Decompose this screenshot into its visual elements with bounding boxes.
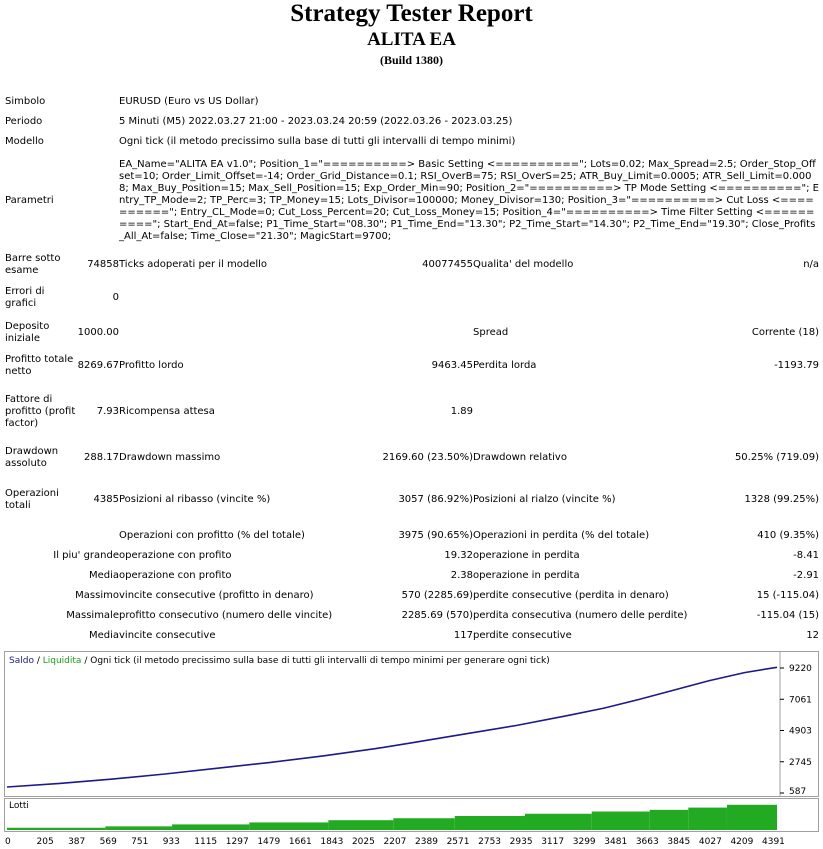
average-label: Media — [88, 570, 119, 581]
profit-trades-value: 3975 (90.65%) — [398, 530, 473, 541]
build-number: (Build 1380) — [379, 53, 443, 67]
dd-abs-value: 288.17 — [84, 452, 119, 463]
y-tick-label: 587 — [789, 787, 807, 796]
x-tick-label: 2935 — [509, 837, 533, 847]
quality-value: n/a — [803, 259, 820, 270]
model-value: Ogni tick (il metodo precissimo sulla base di tutti gli intervalli di tempo minimi) — [119, 136, 516, 147]
x-tick-label: 3845 — [667, 837, 691, 847]
max-cons-wins-label: vincite consecutive (profitto in denaro) — [119, 590, 314, 601]
avg-cons-losses-label: perdite consecutive — [473, 630, 572, 641]
x-axis — [0, 832, 823, 849]
x-tick-label: 3663 — [635, 837, 659, 847]
balance-chart — [4, 651, 819, 797]
period-value: 5 Minuti (M5) 2022.03.27 21:00 - 2023.03.24 20:59 (2022.03.26 - 2023.03.25) — [119, 116, 513, 127]
symbol-value: EURUSD (Euro vs US Dollar) — [119, 96, 259, 107]
largest-profit-value: 19.32 — [444, 550, 473, 561]
report-table — [5, 92, 819, 646]
gross-profit-label: Profitto lordo — [119, 360, 184, 371]
long-value: 1328 (99.25%) — [744, 494, 820, 505]
x-tick-label: 387 — [68, 837, 86, 847]
y-tick-label: 4903 — [789, 726, 812, 737]
avg-profit-label: operazione con profito — [119, 570, 232, 581]
deposit-value: 1000.00 — [77, 327, 119, 338]
x-tick-label: 1661 — [288, 837, 312, 847]
x-tick-label: 4391 — [762, 837, 785, 847]
x-tick-label: 751 — [131, 837, 149, 847]
profit-factor-label: Fattore di profitto (profit factor) — [5, 394, 76, 429]
x-tick-label: 4209 — [730, 837, 754, 847]
legend-equity: Liquidita — [42, 656, 82, 666]
maximal-cons-profit-label: profitto consecutivo (numero delle vincite) — [119, 610, 333, 621]
model-label: Modello — [5, 136, 44, 147]
lots-bar — [727, 805, 777, 830]
period-label: Periodo — [5, 116, 43, 127]
bars-value: 74858 — [87, 259, 119, 270]
gross-loss-label: Perdita lorda — [473, 360, 537, 371]
avg-loss-label: operazione in perdita — [473, 570, 580, 581]
net-profit-label: Profitto totale netto — [5, 354, 74, 377]
profit-trades-label: Operazioni con profitto (% del totale) — [119, 530, 305, 541]
lots-bar — [328, 820, 393, 830]
lots-bar — [592, 812, 650, 830]
legend-balance: Saldo — [9, 656, 34, 666]
x-tick-label: 933 — [162, 837, 180, 847]
avg-cons-wins-value: 117 — [453, 630, 473, 641]
lots-chart-plot — [5, 799, 818, 831]
x-tick-label: 3117 — [541, 837, 565, 847]
max-cons-losses-value: 15 (-115.04) — [756, 590, 820, 601]
x-tick-label: 3481 — [604, 837, 628, 847]
lots-label: Lotti — [9, 801, 29, 811]
average-consecutive-label: Media — [88, 630, 119, 641]
profit-factor-value: 7.93 — [96, 406, 119, 417]
y-tick-label: 2745 — [789, 757, 812, 768]
largest-profit-label: operazione con profito — [119, 550, 232, 561]
params-value: EA_Name="ALITA EA v1.0"; Position_1="==========> Basic Setting <=========="; Lots=0.02; Max_Spread=2.5; Order_Stop_Offset=10; Order_Limit_Offset=-14; Order_Grid_Distance=0.1; RSI_OverB=75; RSI_OverS=25; ATR_Buy_Limit=0.0005; ATR_Sell_Limit=0.0008; Max_Buy_Position=15; Max_Sell_Position=15; Exp_Order_Min=90; Position_2="==========> TP Mode Setting <=========="; Entry_TP_Mode=2; TP_Perc=3; TP_Money=15; Lots_Divisor=100000; Money_Divisor=130; Position_3="==========> Cut Loss <=========="; Entry_CL_Mode=0; Cut_Loss_Percent=20; Cut_Loss_Money=15; Position_4="==========> Time Filter Setting <=========="; Start_End_At=false; P1_Time_Start="08.30"; P1_Time_End="13.30"; P2_Time_Start="14.30"; P2_Time_End="19.30"; Close_Profits_All_At=false; Time_Close="21.30"; MagicStart=9700; — [119, 159, 819, 242]
x-tick-label: 1297 — [225, 837, 249, 847]
bars-label: Barre sotto esame — [5, 253, 61, 276]
lots-bar — [525, 814, 592, 830]
loss-trades-value: 410 (9.35%) — [757, 530, 820, 541]
x-tick-label: 2025 — [351, 837, 375, 847]
short-value: 3057 (86.92%) — [398, 494, 473, 505]
spread-value: Corrente (18) — [751, 327, 820, 338]
x-tick-label: 569 — [99, 837, 117, 847]
maximal-label: Massimale — [66, 610, 119, 621]
lots-bar — [688, 808, 727, 830]
legend-separator-2: / — [84, 656, 88, 666]
max-cons-losses-label: perdite consecutive (perdita in denaro) — [473, 590, 669, 601]
ea-name: ALITA EA — [367, 29, 456, 50]
symbol-label: Simbolo — [5, 96, 46, 107]
errors-label: Errori di grafici — [5, 286, 45, 309]
x-tick-label: 2389 — [415, 837, 438, 847]
x-tick-label: 1843 — [320, 837, 344, 847]
dd-rel-value: 50.25% (719.09) — [734, 452, 820, 463]
lots-bar — [7, 828, 105, 830]
legend-note: Ogni tick (il metodo precissimo sulla base di tutti gli intervalli di tempo minimi per generare ogni tick) — [90, 656, 550, 666]
payoff-label: Ricompensa attesa — [119, 406, 215, 417]
dd-max-value: 2169.60 (23.50%) — [382, 452, 473, 463]
long-label: Posizioni al rialzo (vincite %) — [473, 494, 616, 505]
trades-label: Operazioni totali — [5, 488, 59, 511]
x-tick-label: 2753 — [478, 837, 502, 847]
avg-profit-value: 2.38 — [450, 570, 473, 581]
params-label: Parametri — [5, 195, 54, 206]
errors-value: 0 — [112, 292, 119, 303]
lots-chart — [4, 798, 819, 832]
lots-bar — [105, 826, 172, 830]
legend-separator: / — [36, 656, 40, 666]
lots-bar — [650, 810, 689, 830]
y-tick-label: 9220 — [789, 664, 812, 674]
x-tick-label: 0 — [5, 837, 11, 847]
max-cons-wins-value: 570 (2285.69) — [401, 590, 473, 601]
largest-loss-value: -8.41 — [793, 550, 820, 561]
x-tick-label: 2571 — [446, 837, 470, 847]
avg-cons-wins-label: vincite consecutive — [119, 630, 216, 641]
quality-label: Qualita' del modello — [473, 259, 574, 270]
dd-max-label: Drawdown massimo — [119, 452, 221, 463]
x-tick-label: 1479 — [257, 837, 281, 847]
largest-label: Il piu' grande — [53, 550, 119, 561]
y-tick-label: 7061 — [789, 695, 812, 706]
dd-abs-label: Drawdown assoluto — [5, 446, 59, 469]
lots-bar — [455, 816, 525, 830]
x-tick-label: 1115 — [194, 837, 218, 847]
loss-trades-label: Operazioni in perdita (% del totale) — [473, 530, 650, 541]
report-title: Strategy Tester Report — [290, 0, 533, 27]
maximal-cons-loss-label: perdita consecutiva (numero delle perdite) — [473, 610, 688, 621]
maximum-label: Massimo — [75, 590, 119, 601]
maximal-cons-loss-value: -115.04 (15) — [756, 610, 820, 621]
x-tick-label: 3299 — [572, 837, 596, 847]
ticks-label: Ticks adoperati per il modello — [119, 259, 268, 270]
x-tick-label: 4027 — [698, 837, 722, 847]
deposit-label: Deposito iniziale — [5, 321, 50, 344]
trades-value: 4385 — [93, 494, 119, 505]
balance-line — [7, 667, 777, 787]
spread-label: Spread — [473, 327, 509, 338]
balance-chart-plot — [5, 652, 818, 796]
gross-loss-value: -1193.79 — [774, 360, 820, 371]
lots-bar — [172, 824, 249, 830]
dd-rel-label: Drawdown relativo — [473, 452, 567, 463]
report-header — [0, 1, 823, 66]
short-label: Posizioni al ribasso (vincite %) — [119, 494, 271, 505]
x-tick-label: 205 — [36, 837, 54, 847]
lots-bar — [393, 818, 454, 830]
avg-loss-value: -2.91 — [793, 570, 820, 581]
ticks-value: 40077455 — [422, 259, 473, 270]
lots-bar — [249, 822, 328, 830]
payoff-value: 1.89 — [450, 406, 473, 417]
gross-profit-value: 9463.45 — [431, 360, 473, 371]
x-tick-label: 2207 — [383, 837, 407, 847]
maximal-cons-profit-value: 2285.69 (570) — [401, 610, 473, 621]
avg-cons-losses-value: 12 — [806, 630, 820, 641]
largest-loss-label: operazione in perdita — [473, 550, 580, 561]
net-profit-value: 8269.67 — [77, 360, 119, 371]
